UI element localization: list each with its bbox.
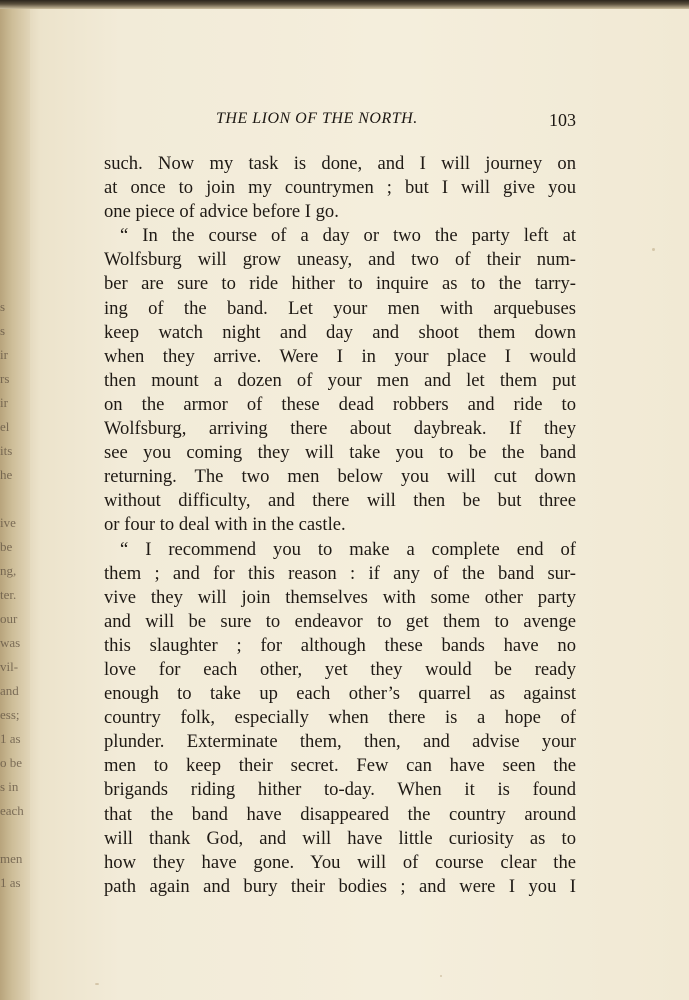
bleed-line: he [0,467,13,482]
text-line: Wolfsburg, arriving there about daybreak. If they [104,418,576,440]
bleed-line: 1 as [0,731,21,746]
bleed-line: be [0,539,13,554]
running-header [104,110,576,134]
text-line: such. Now my task is done, and I will journey on [104,153,576,174]
text-line: country folk, especially when there is a hope of [104,707,576,729]
text-line: that the band have disappeared the country around [104,803,576,825]
body-text [104,152,576,899]
text-line: Wolfsburg will grow uneasy, and two of their num- [104,249,576,271]
text-line: keep watch night and day and shoot them down [104,321,576,343]
bleed-line [0,823,24,847]
bleed-line: vil- [0,659,19,674]
bleed-line: s [0,299,6,314]
page-top-edge [0,0,689,9]
facing-page-bleed-through [0,295,24,895]
bleed-line: ter. [0,587,17,602]
bleed-line: ng, [0,563,17,578]
text-line: love for each other, yet they would be ready [104,658,576,680]
text-line: and will be sure to endeavor to get them to avenge [104,610,576,632]
bleed-line: s [0,323,6,338]
bleed-line: ir [0,395,8,410]
text-line: men to keep their secret. Few can have seen the [104,755,576,777]
text-line: on the armor of these dead robbers and ride to [104,393,576,415]
text-line: path again and bury their bodies ; and were I you I [104,875,576,897]
bleed-line: ir [0,347,8,362]
bleed-line: men [0,851,23,866]
bleed-line: ive [0,515,16,530]
page-number: 103 [549,110,576,130]
bleed-line: o be [0,755,23,770]
text-line: “ In the course of a day or two the party left at [120,225,576,247]
bleed-line: 1 as [0,875,21,890]
bleed-line: each [0,803,24,818]
text-line: or four to deal with in the castle. [104,514,346,536]
paper-speck [652,248,655,251]
paper-speck [95,983,99,985]
text-line: will thank God, and will have little curiosity as to [104,827,576,849]
text-line: them ; and for this reason : if any of the band sur- [104,562,576,584]
text-line: one piece of advice before I go. [104,201,339,223]
text-line: ber are sure to ride hither to inquire as to the tarry- [104,273,576,295]
text-line: this slaughter ; for although these bands have no [104,634,576,656]
bleed-line: rs [0,371,10,386]
text-line: at once to join my countrymen ; but I will give you [104,177,576,199]
paper-speck [440,975,442,977]
running-title: THE LION OF THE NORTH. [216,110,418,127]
text-line: enough to take up each other’s quarrel as against [104,683,576,705]
text-line: brigands riding hither to-day. When it is found [104,779,576,801]
bleed-line: ess; [0,707,20,722]
bleed-line: and [0,683,19,698]
bleed-line [0,487,24,511]
bleed-line: our [0,611,18,626]
text-line: vive they will join themselves with some other party [104,586,576,608]
text-line: how they have gone. You will of course clear the [104,851,576,873]
text-line: see you coming they will take you to be the band [104,442,576,464]
text-line: ing of the band. Let your men with arquebuses [104,297,576,319]
bleed-line: was [0,635,21,650]
bleed-line: el [0,419,10,434]
text-line: “ I recommend you to make a complete end of [120,538,576,560]
text-line: plunder. Exterminate them, then, and advise your [104,731,576,753]
text-line: then mount a dozen of your men and let them put [104,369,576,391]
text-line: returning. The two men below you will cut down [104,466,576,488]
bleed-line: its [0,443,13,458]
bleed-line: s in [0,779,19,794]
text-line: without difficulty, and there will then be but three [104,490,576,512]
text-line: when they arrive. Were I in your place I would [104,345,576,367]
